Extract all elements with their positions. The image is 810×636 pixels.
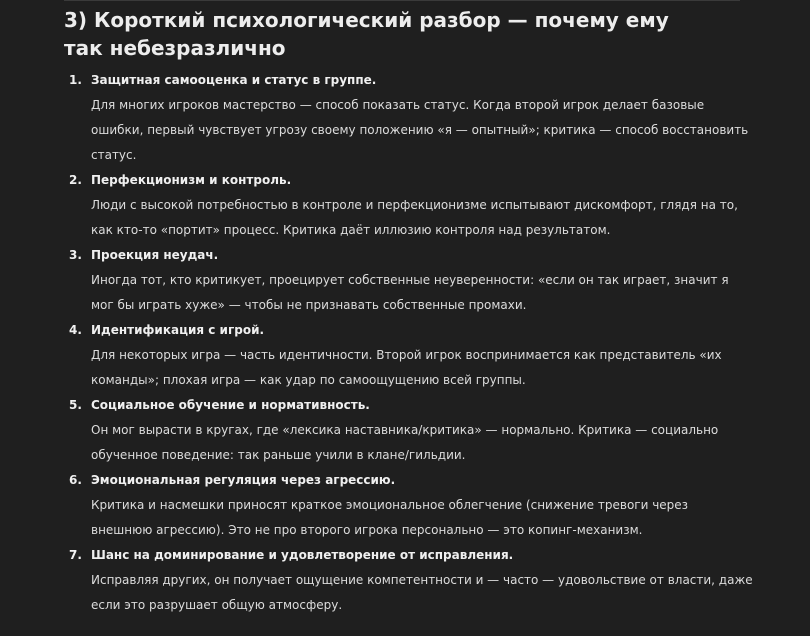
list-item-body: Иногда тот, кто критикует, проецирует собственные неуверенности: «если он так играет, значит я мог бы играть хуже» — чтобы не признавать собственные промахи.	[91, 273, 729, 312]
list-item	[64, 168, 810, 243]
list-item	[64, 318, 810, 393]
list-item-number: 1.	[69, 73, 82, 87]
top-divider	[64, 0, 740, 1]
list-item-title: Проекция неудач.	[91, 248, 219, 262]
list-item-body: Люди с высокой потребностью в контроле и перфекционизме испытывают дискомфорт, глядя на то, как кто-то «портит» процесс. Критика даёт иллюзию контроля над результатом.	[91, 198, 738, 237]
list-item-title: Социальное обучение и нормативность.	[91, 398, 370, 412]
list-item	[64, 68, 810, 168]
list-item-title: Идентификация с игрой.	[91, 323, 265, 337]
list-item-title: Защитная самооценка и статус в группе.	[91, 73, 377, 87]
list-item-body: Для некоторых игра — часть идентичности. Второй игрок воспринимается как представитель «их команды»; плохая игра — как удар по самоощущению всей группы.	[91, 348, 722, 387]
list-item	[64, 243, 810, 318]
list-item-number: 3.	[69, 248, 82, 262]
list-item-number: 2.	[69, 173, 82, 187]
list-item-body: Исправляя других, он получает ощущение компетентности и — часто — удовольствие от власти, даже если это разрушает общую атмосферу.	[91, 573, 753, 612]
list-item	[64, 468, 810, 543]
list-item-number: 4.	[69, 323, 82, 337]
list-item-title: Эмоциональная регуляция через агрессию.	[91, 473, 396, 487]
list-item-number: 6.	[69, 473, 82, 487]
list-item-body: Он мог вырасти в кругах, где «лексика наставника/критика» — нормально. Критика — социально обученное поведение: так раньше учили в клане/гильдии.	[91, 423, 719, 462]
list-item	[64, 393, 810, 468]
list-item-body: Критика и насмешки приносят краткое эмоциональное облегчение (снижение тревоги через внешнюю агрессию). Это не про второго игрока персонально — это копинг-механизм.	[91, 498, 689, 537]
list-item-number: 7.	[69, 548, 82, 562]
list-item-title: Перфекционизм и контроль.	[91, 173, 292, 187]
list-item-body: Для многих игроков мастерство — способ показать статус. Когда второй игрок делает базовые ошибки, первый чувствует угрозу своему положению «я — опытный»; критика — способ восстановить статус.	[91, 98, 749, 162]
list-item	[64, 543, 810, 618]
reason-list	[64, 68, 810, 618]
list-item-number: 5.	[69, 398, 82, 412]
section-heading: 3) Короткий психологический разбор — почему ему так небезразлично	[64, 8, 669, 60]
list-item-title: Шанс на доминирование и удовлетворение от исправления.	[91, 548, 514, 562]
